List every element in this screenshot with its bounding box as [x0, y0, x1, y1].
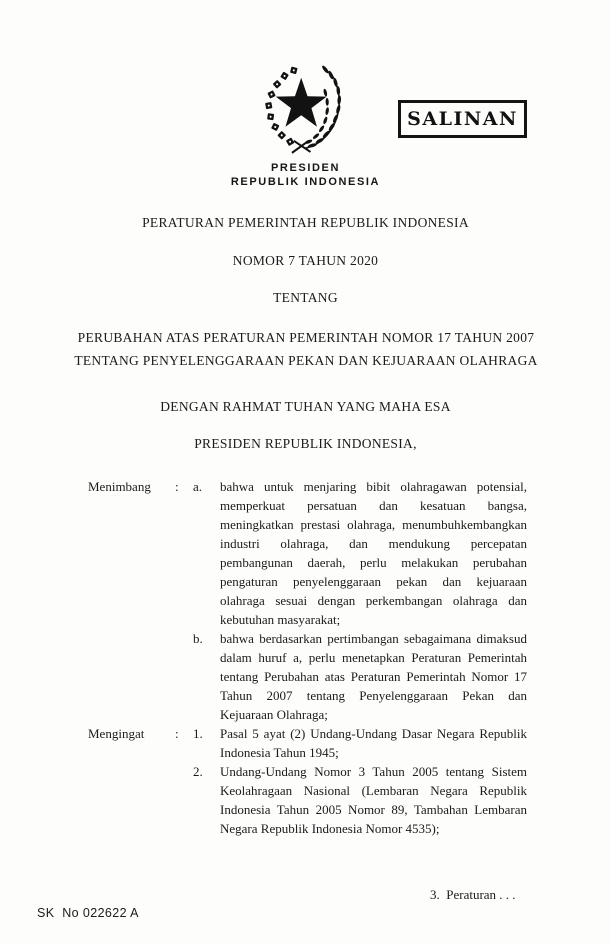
menimbang-section — [88, 477, 527, 724]
item-text: Undang-Undang Nomor 3 Tahun 2005 tentang Sistem Keolahragaan Nasional (Lembaran Negara Republik Indonesia Tahun 2005 Nomor 89, Tambahan Lembaran Negara Republik Indonesia Nomor 4535); — [220, 764, 527, 836]
salinan-stamp — [398, 100, 527, 138]
salinan-stamp-label: SALINAN — [407, 108, 518, 130]
presidential-emblem-icon — [252, 62, 356, 164]
item-text: Pasal 5 ayat (2) Undang-Undang Dasar Negara Republik Indonesia Tahun 1945; — [220, 726, 527, 760]
letterhead-republik-indonesia: REPUBLIK INDONESIA — [230, 176, 381, 188]
catchword: 3. Peraturan . . . — [430, 887, 516, 902]
menimbang-items — [193, 477, 527, 724]
item-marker: 2. — [193, 764, 203, 779]
letterhead-presiden: PRESIDEN — [270, 162, 341, 174]
title-line-1: PERATURAN PEMERINTAH REPUBLIK INDONESIA — [142, 215, 469, 230]
mengingat-item-2 — [193, 762, 527, 838]
mengingat-label: Mengingat — [88, 726, 145, 741]
mengingat-items — [193, 724, 527, 838]
star-icon — [276, 78, 327, 127]
sk-number: SK No 022622 A — [37, 906, 139, 920]
menimbang-label: Menimbang — [88, 479, 151, 494]
title-line-number: NOMOR 7 TAHUN 2020 — [232, 253, 379, 268]
mengingat-item-1 — [193, 724, 527, 762]
presidential-emblem-svg — [252, 62, 356, 164]
preamble-rahmat: DENGAN RAHMAT TUHAN YANG MAHA ESA — [160, 399, 451, 414]
preamble-presiden-ri: PRESIDEN REPUBLIK INDONESIA, — [194, 436, 417, 451]
menimbang-colon: : — [175, 479, 179, 494]
mengingat-section — [88, 724, 527, 838]
mengingat-colon: : — [175, 726, 179, 741]
menimbang-item-a — [193, 477, 527, 629]
item-marker: a. — [193, 479, 203, 494]
body-sections — [88, 477, 527, 838]
title-subject: PERUBAHAN ATAS PERATURAN PEMERINTAH NOMOR 17 TAHUN 2007 TENTANG PENYELENGGARAAN PEKAN DAN KEJUARAAN OLAHRAGA — [74, 330, 538, 368]
menimbang-item-b — [193, 629, 527, 724]
item-text: bahwa berdasarkan pertimbangan sebagaimana dimaksud dalam huruf a, perlu menetapkan Peraturan Pemerintah tentang Perubahan atas Peraturan Pemerintah Nomor 17 Tahun 2007 tentang Penyelenggaraan Pekan dan Kejuaraan Olahraga; — [220, 631, 527, 722]
title-line-tentang: TENTANG — [273, 290, 338, 305]
item-text: bahwa untuk menjaring bibit olahragawan potensial, memperkuat persatuan dan kesatuan bangsa, meningkatkan prestasi olahraga, menumbuhkembangkan industri olahraga, dan mendukung percepatan pembangunan daerah, perlu melakukan perubahan pengaturan penyelenggaraan pekan dan kejuaraan olahraga sesuai dengan perkembangan olahraga dan kebutuhan masyarakat; — [220, 479, 527, 627]
item-marker: b. — [193, 631, 203, 646]
item-marker: 1. — [193, 726, 203, 741]
